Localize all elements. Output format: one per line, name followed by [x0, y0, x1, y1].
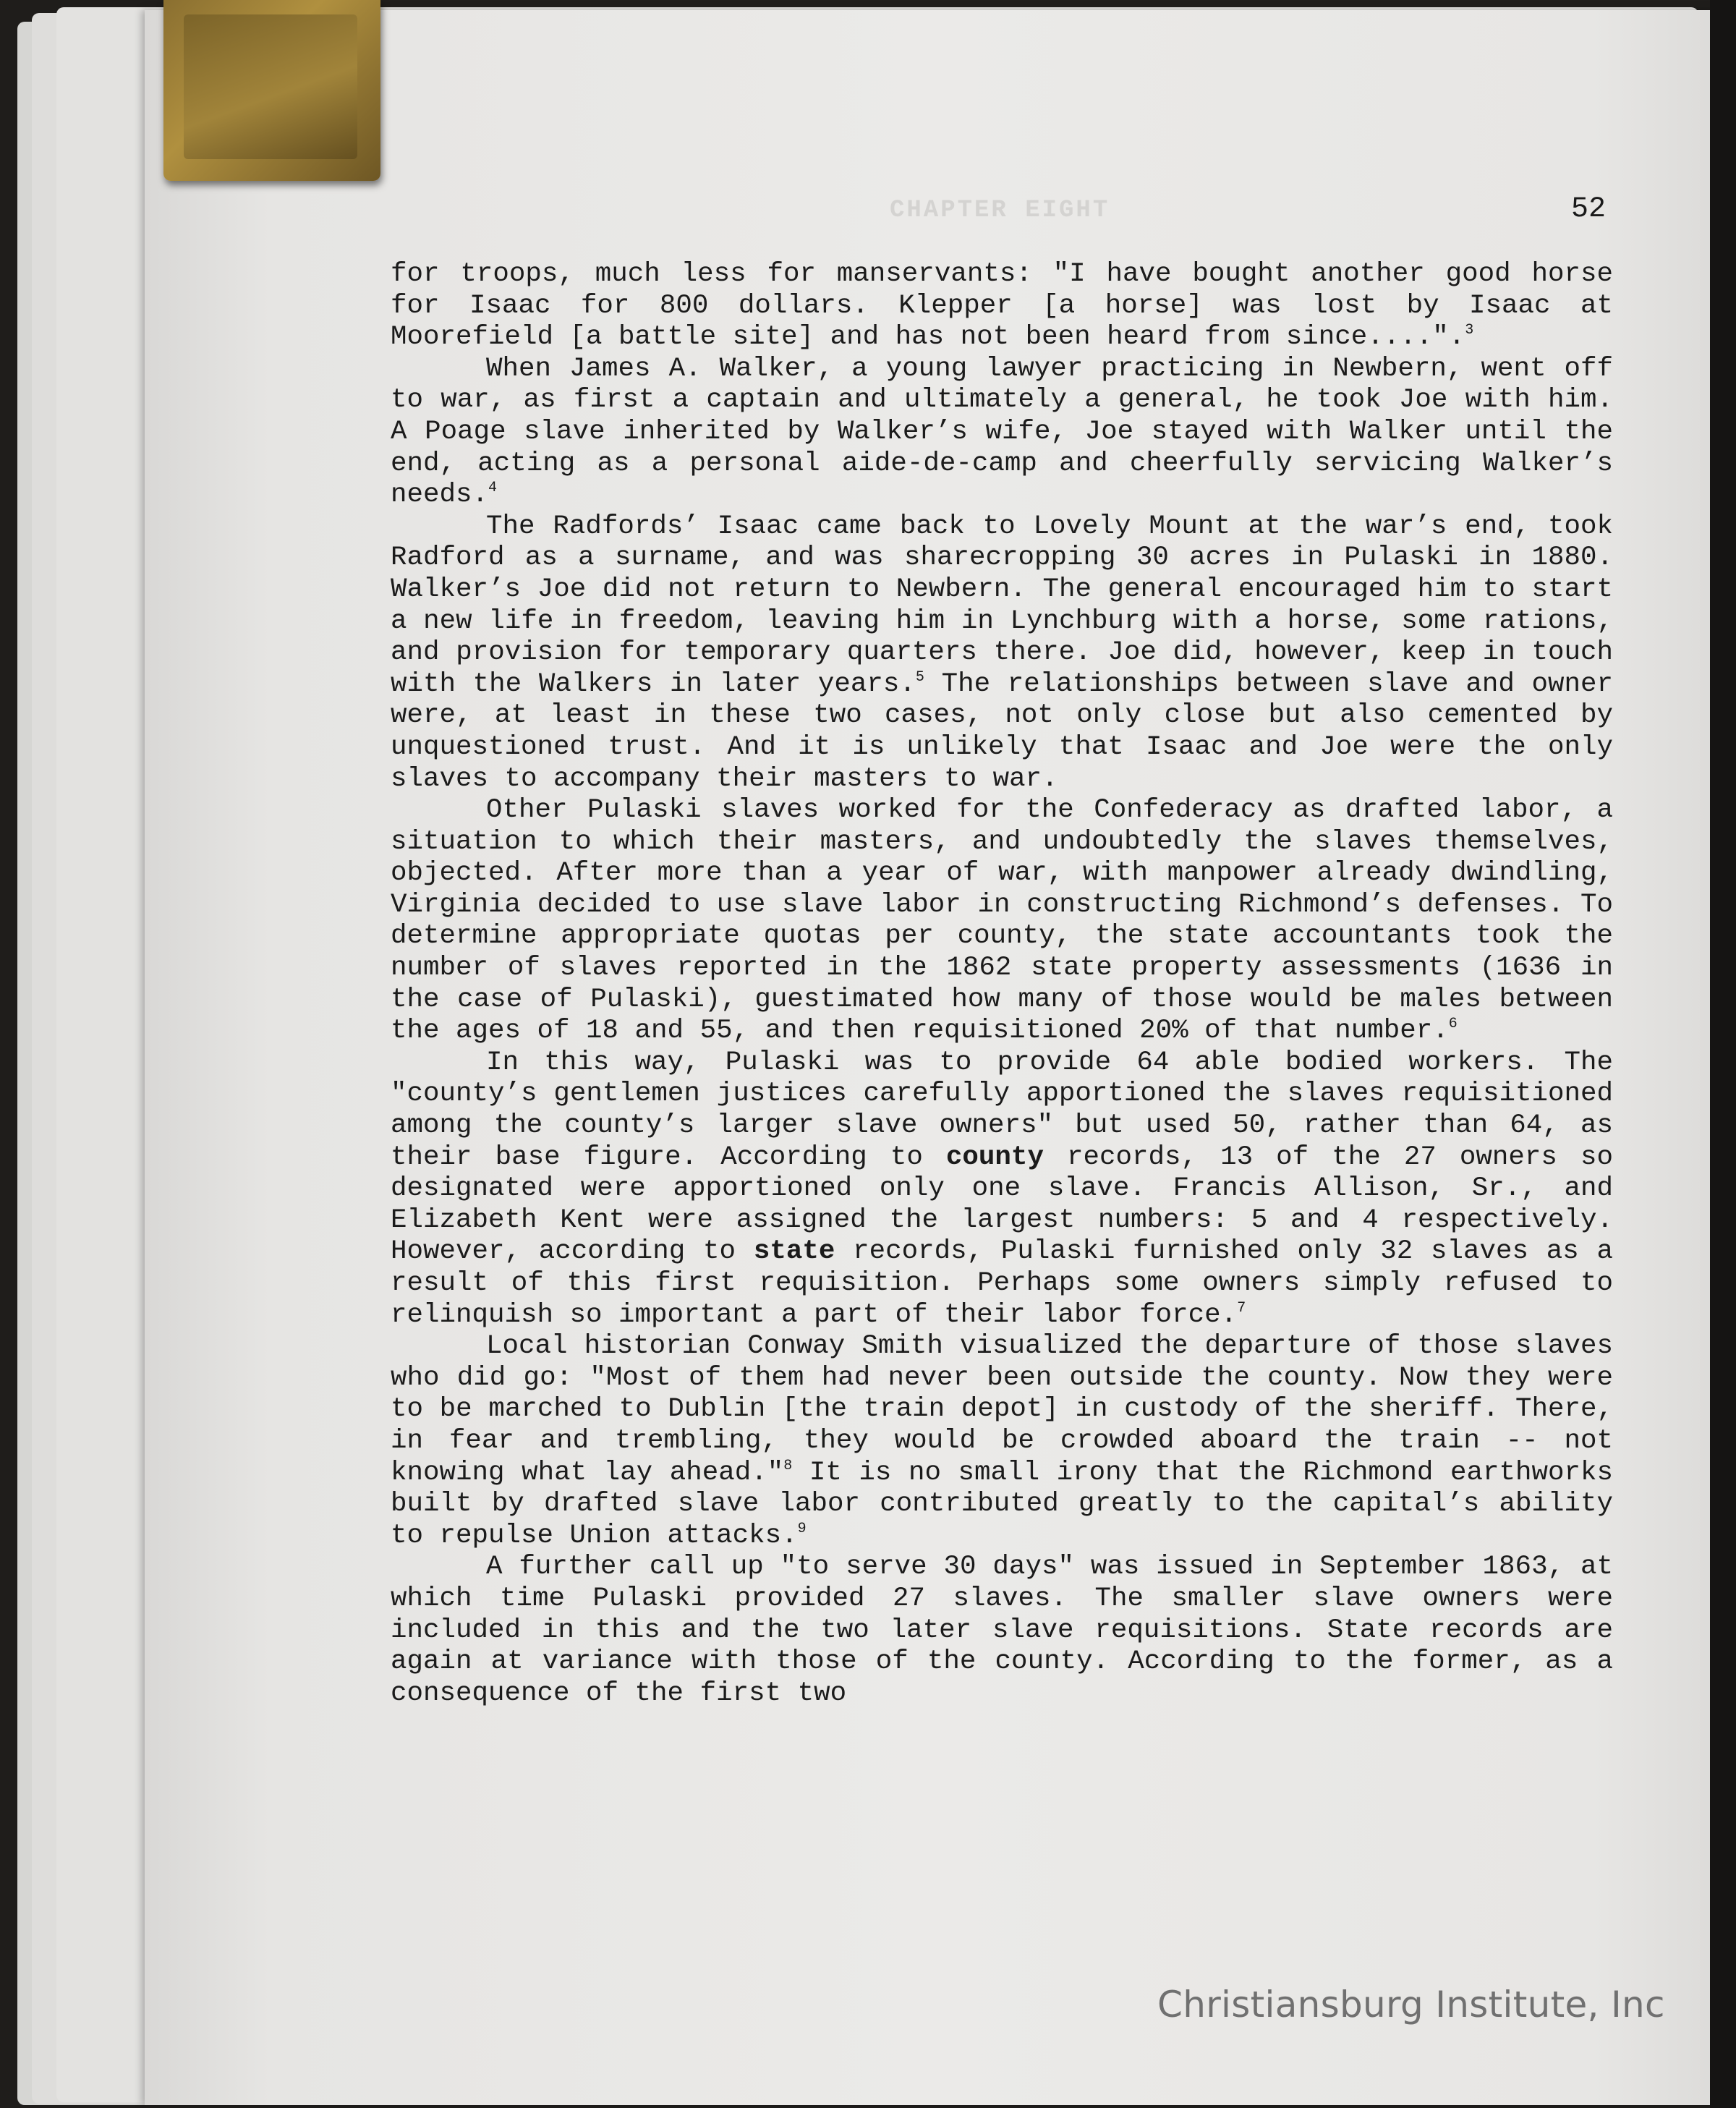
text-run: A further call up "to serve 30 days" was issued in September 1863, at which time Pulaski provided 27 slaves. The smaller slave owners were included in this and the two later slave requisitions. State records are again at variance with those of the county. According to the former, as a consequence of the first two: [391, 1552, 1613, 1709]
text-run: Local historian Conway Smith visualized the departure of those slaves who did go: "Most of them had never been outside the county. Now they were to be marched to Dublin [the train depot] in custody of the sheriff. There, in fear and trembling, they would be crowded aboard the train -- not knowing what lay ahead.": [391, 1331, 1613, 1488]
paragraph: [391, 1047, 1613, 1331]
footnote-marker: 9: [797, 1520, 807, 1537]
paragraph: [391, 1331, 1613, 1552]
background-edge: [1710, 0, 1736, 2108]
footnote-marker: 7: [1237, 1299, 1246, 1317]
paragraph: [391, 511, 1613, 795]
binder-clip: [163, 0, 380, 181]
paragraph: [391, 1552, 1613, 1709]
paragraph: [391, 795, 1613, 1047]
paragraph: [391, 259, 1613, 354]
footnote-marker: 6: [1448, 1016, 1458, 1033]
text-run: for troops, much less for manservants: "I have bought another good horse for Isaac for 800 dollars. Klepper [a horse] was lost by Isaac at Moorefield [a battle site] and has not been heard from since....".: [391, 259, 1613, 353]
page-number: 52: [1571, 193, 1607, 226]
text-run: In this way, Pulaski was to provide 64 able bodied workers. The "county’s gentlemen justices carefully apportioned the slaves requisitioned among the county’s larger slave owners" but used 50, rather than 64, as their base figure. According to: [391, 1047, 1613, 1173]
emphasized-word: county: [945, 1142, 1044, 1173]
text-run: The Radfords’ Isaac came back to Lovely Mount at the war’s end, took Radford as a surname, and was sharecropping 30 acres in Pulaski in 1880. Walker’s Joe did not return to Newbern. The general encouraged him to start a new life in freedom, leaving him in Lynchburg with a horse, some rations, and provision for temporary quarters there. Joe did, however, keep in touch with the Walkers in later years.: [391, 511, 1613, 700]
text-run: When James A. Walker, a young lawyer practicing in Newbern, went off to war, as first a captain and ultimately a general, he took Joe with him. A Poage slave inherited by Walker’s wife, Joe stayed with Walker until the end, acting as a personal aide-de-camp and cheerfully servicing Walker’s needs.: [391, 353, 1613, 511]
text-run: records, Pulaski furnished only 32 slaves as a result of this first requisition. Perhaps some owners simply refused to relinquish so important a part of their labor force.: [391, 1236, 1613, 1330]
bleed-through-heading: CHAPTER EIGHT: [890, 197, 1110, 224]
watermark: Christiansburg Institute, Inc: [1157, 1984, 1665, 2026]
text-run: The relationships between slave and owner were, at least in these two cases, not only close but also cemented by unquestioned trust. And it is unlikely that Isaac and Joe were the only slaves to accompany their masters to war.: [391, 668, 1614, 794]
footnote-marker: 8: [783, 1457, 793, 1474]
footnote-marker: 4: [488, 480, 498, 497]
footnote-marker: 3: [1465, 322, 1474, 339]
paragraph: [391, 354, 1613, 511]
binder-clip-plate: [184, 14, 357, 159]
text-run: records, 13 of the 27 owners so designated were apportioned only one slave. Francis Allison, Sr., and Elizabeth Kent were assigned the largest numbers: 5 and 4 respectively. However, according to: [391, 1142, 1613, 1267]
emphasized-word: state: [753, 1236, 835, 1267]
body-text: [391, 259, 1613, 1709]
text-run: Other Pulaski slaves worked for the Confederacy as drafted labor, a situation to which their masters, and undoubtedly the slaves themselves, objected. After more than a year of war, with manpower already dwindling, Virginia decided to use slave labor in constructing Richmond’s defenses. To determine appropriate quotas per county, the state accountants took the number of slaves reported in the 1862 state property assessments (1636 in the case of Pulaski), guestimated how many of those would be males between the ages of 18 and 55, and then requisitioned 20% of that number.: [391, 795, 1613, 1047]
footnote-marker: 5: [915, 668, 924, 686]
text-run: It is no small irony that the Richmond earthworks built by drafted slave labor contributed greatly to the capital’s ability to repulse Union attacks.: [391, 1457, 1613, 1551]
